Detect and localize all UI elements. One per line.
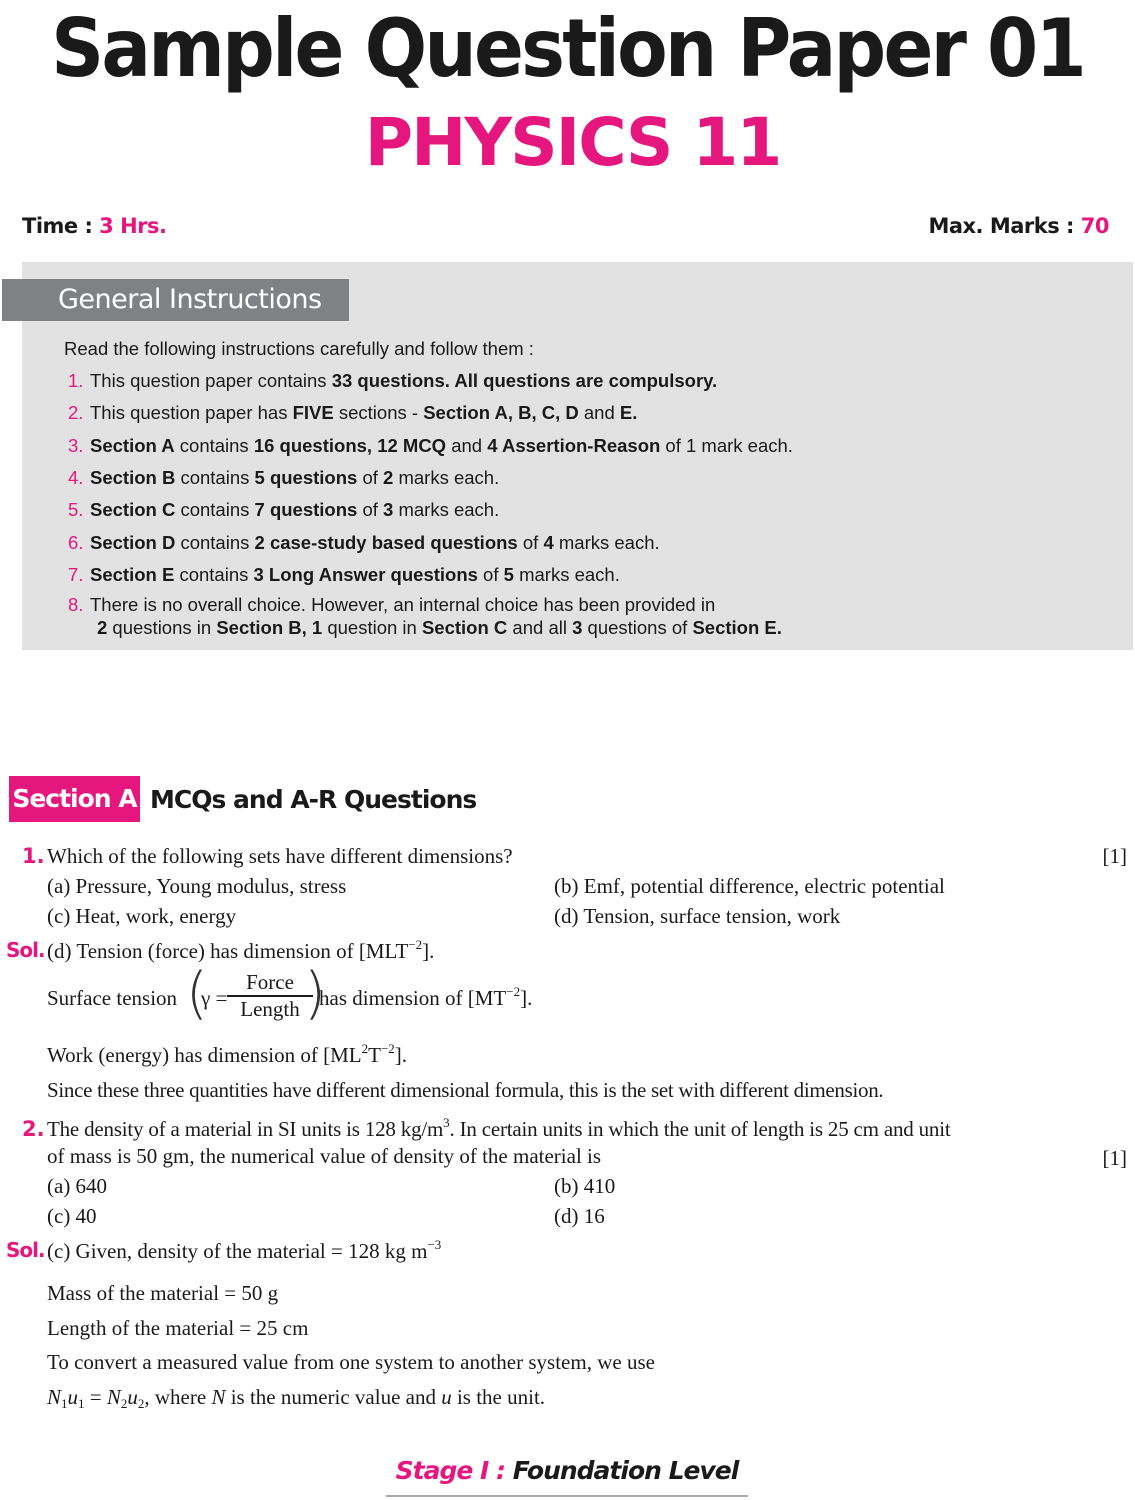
instruction-item-3: 3. Section A contains 16 questions, 12 MCQ and 4 Assertion-Reason of 1 mark each. (68, 435, 793, 456)
q2-text-line2: of mass is 50 gm, the numerical value of density of the material is (47, 1144, 602, 1168)
q2-option-c: (c) 40 (47, 1204, 97, 1228)
q2-formula: $N_1u_1 = N_2u_2$, where N is the numeric value and u is the unit. (47, 1385, 546, 1411)
right-paren: ) (304, 961, 326, 1026)
q2-length: Length of the material = 25 cm (47, 1316, 309, 1340)
instruction-item-6: 6. Section D contains 2 case-study based questions of 4 marks each. (68, 532, 660, 553)
instruction-item-8: 8. There is no overall choice. However, an internal choice has been provided in (68, 594, 716, 615)
instructions-intro: Read the following instructions carefully and follow them : (64, 338, 534, 359)
instructions-heading: General Instructions (2, 279, 349, 321)
q1-surface-tension-label: Surface tension (47, 986, 178, 1010)
fraction (227, 970, 313, 1022)
marks-info (928, 214, 1109, 238)
q1-surface-tension-dim: has dimension of $[MT^{-2}]$. (319, 984, 533, 1010)
q1-solution-line1: (d) Tension (force) has dimension of $[MLT^{-2}]$. (47, 937, 435, 963)
q1-number: 1. (22, 844, 45, 868)
instruction-item-4: 4. Section B contains 5 questions of 2 marks each. (68, 467, 500, 488)
instruction-item-5: 5. Section C contains 7 questions of 3 marks each. (68, 499, 500, 520)
section-a-tag: Section A (9, 776, 140, 822)
footer-stage (386, 1456, 748, 1485)
q2-mass: Mass of the material = 50 g (47, 1281, 279, 1305)
fraction-numerator: Force (246, 970, 294, 994)
footer-rule (386, 1495, 748, 1497)
instruction-item-7: 7. Section E contains 3 Long Answer questions of 5 marks each. (68, 564, 620, 585)
q1-option-a: (a) Pressure, Young modulus, stress (47, 874, 347, 898)
q2-number: 2. (22, 1117, 45, 1141)
instruction-item-8-line2: 2 questions in Section B, 1 question in Section C and all 3 questions of Section E. (97, 617, 782, 638)
section-a-title: MCQs and A-R Questions (150, 785, 477, 814)
subject-title: PHYSICS 11 (364, 104, 781, 181)
q2-option-a: (a) 640 (47, 1174, 108, 1198)
q1-text: Which of the following sets have different dimensions? (47, 844, 513, 868)
marks-value: 70 (1080, 214, 1109, 238)
fraction-denominator: Length (240, 996, 300, 1021)
time-value: 3 Hrs. (99, 214, 167, 238)
q1-work-line: Work (energy) has dimension of $[ML^2T^{-2}]$. (47, 1041, 408, 1067)
q2-option-d: (d) 16 (554, 1204, 605, 1228)
q1-option-d: (d) Tension, surface tension, work (554, 904, 841, 928)
left-paren: ( (186, 961, 208, 1026)
q2-solution-label: Sol. (6, 1238, 45, 1262)
q1-solution-label: Sol. (6, 938, 45, 962)
q2-option-b: (b) 410 (554, 1174, 616, 1198)
q1-option-b: (b) Emf, potential difference, electric potential (554, 874, 945, 898)
q1-option-c: (c) Heat, work, energy (47, 904, 237, 928)
q2-marks: [1] (1102, 1146, 1127, 1170)
q2-text-line1: The density of a material in SI units is 128 $kg/m^3$. In certain units in which the unit of length is 25 cm and unit (47, 1115, 951, 1141)
q1-marks: [1] (1102, 844, 1127, 868)
instruction-item-2: 2. This question paper has FIVE sections - Section A, B, C, D and E. (68, 402, 638, 423)
marks-label: Max. Marks : (928, 214, 1074, 238)
q2-solution-line1: (c) Given, density of the material = 128 kg $m^{-3}$ (47, 1237, 442, 1263)
time-label: Time : (22, 214, 93, 238)
q1-conclusion: Since these three quantities have different dimensional formula, this is the set with different dimension. (47, 1078, 884, 1102)
time-info (22, 214, 167, 238)
paper-title: Sample Question Paper 01 (51, 2, 1084, 95)
footer-stage-label: Stage I : (395, 1456, 506, 1485)
footer-level: Foundation Level (505, 1456, 739, 1485)
q2-convert: To convert a measured value from one system to another system, we use (47, 1350, 655, 1374)
gamma-eq: γ = (201, 986, 228, 1010)
instruction-item-1: 1. This question paper contains 33 questions. All questions are compulsory. (68, 370, 718, 391)
